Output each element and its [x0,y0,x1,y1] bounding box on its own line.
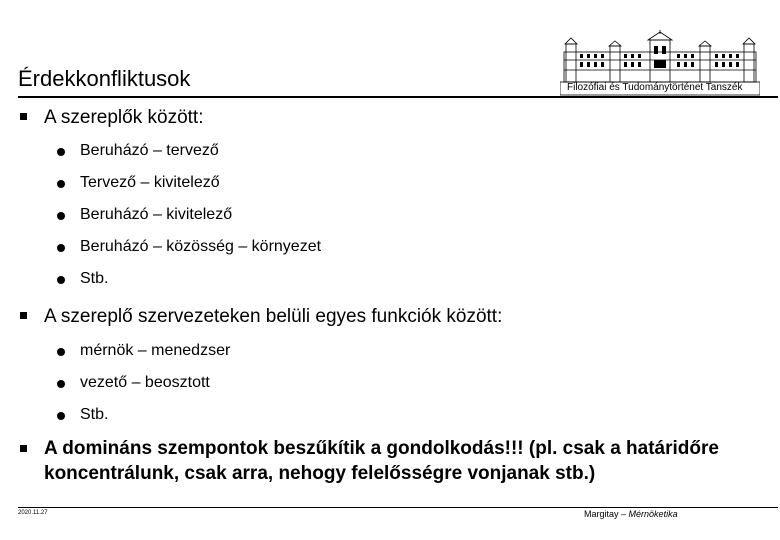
footer-author-name: Margitay – [584,509,627,519]
sub-bullet-text: vezető – beosztott [80,374,210,391]
sub-bullet-text: Tervező – kivitelező [80,174,220,191]
bullet-dot-icon [57,276,65,284]
bullet-dot-icon [57,412,65,420]
title-rule [18,96,778,98]
sub-bullet-text: Stb. [80,406,109,423]
bullet-square-icon [20,445,27,452]
bullet-dot-icon [57,148,65,156]
footer-rule [18,507,778,508]
bullet-dot-icon [57,212,65,220]
sub-bullet-text: Beruházó – kivitelező [80,206,233,223]
bullet-text: A szereplő szervezeteken belüli egyes funkciók között: [44,306,503,327]
footer-course: Mérnöketika [628,509,678,519]
footer-author [584,509,678,519]
sub-bullet-text: Beruházó – tervező [80,142,219,159]
sub-bullet-text: mérnök – menedzser [80,342,231,359]
bullet-text-bold: A domináns szempontok beszűkítik a gondolkodás!!! (pl. csak a határidőre koncentrálunk, csak arra, nehogy felelősségre vonjanak stb.) [44,438,719,484]
bullet-square-icon [20,312,27,319]
bullet-dot-icon [57,380,65,388]
slide-title: Érdekkonfliktusok [18,66,191,91]
sub-bullet-text: Stb. [80,270,109,287]
sub-bullet-text: Beruházó – közösség – környezet [80,238,322,255]
bullet-text: A szereplők között: [44,107,204,128]
bullet-dot-icon [57,244,65,252]
bullet-square-icon [20,113,27,120]
bullet-dot-icon [57,180,65,188]
logo-caption: Filozófiai és Tudománytörténet Tanszék [567,82,743,93]
footer-date: 2020.11.27 [18,510,48,516]
bullet-dot-icon [57,348,65,356]
